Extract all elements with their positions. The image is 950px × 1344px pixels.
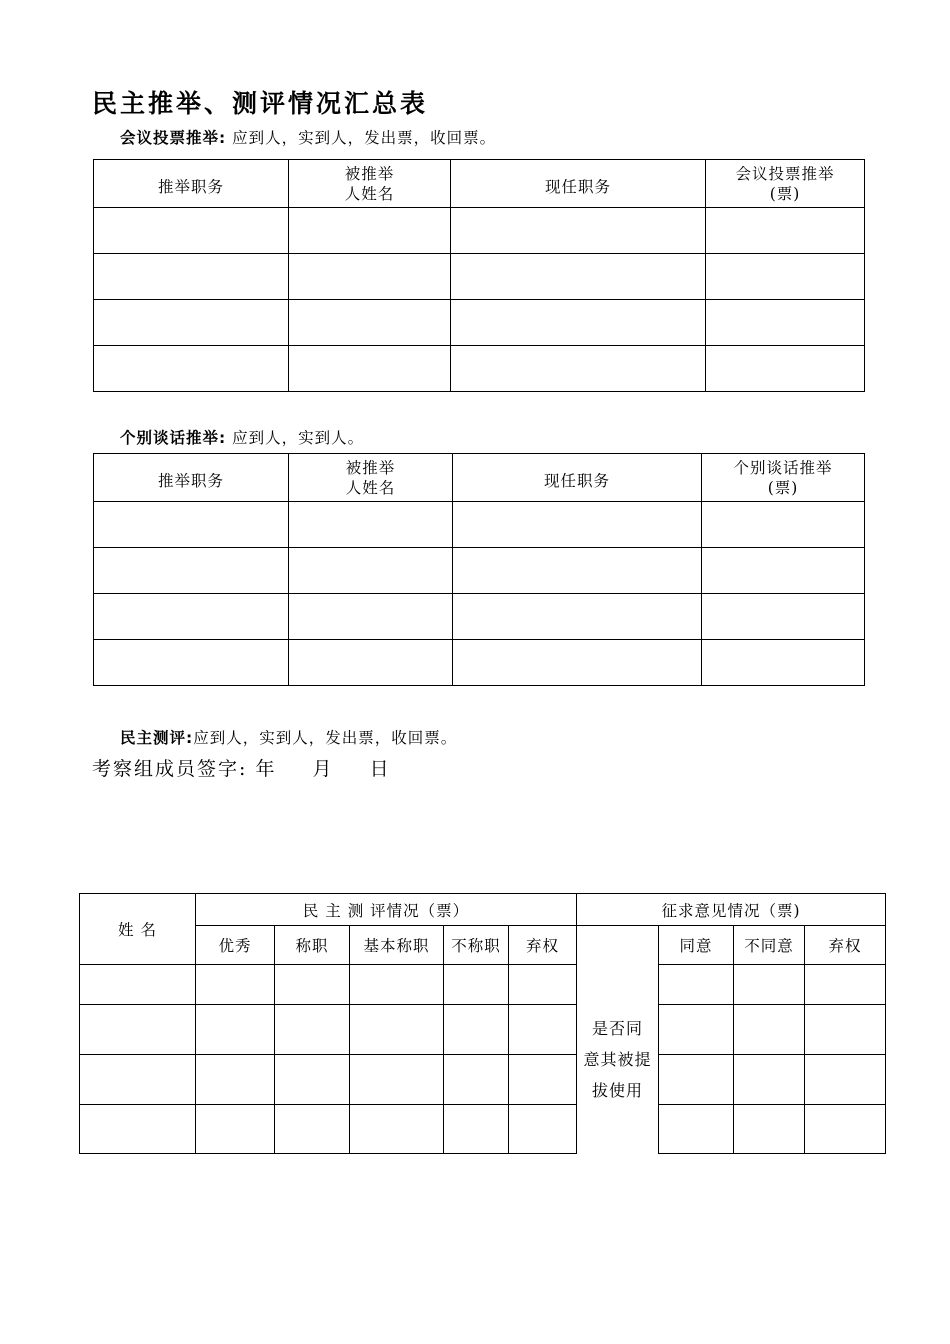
table-cell[interactable] [289, 346, 451, 392]
table-cell[interactable] [94, 300, 289, 346]
header-evaluation-group: 民 主 测 评情况（票） [196, 894, 577, 926]
table-cell[interactable] [659, 1005, 734, 1055]
table-cell[interactable] [289, 640, 453, 686]
header-agree: 同意 [659, 926, 734, 965]
header-basically-competent: 基本称职 [350, 926, 444, 965]
header-votes-line1: 个别谈话推举 [733, 458, 833, 477]
table-header-row [94, 160, 865, 208]
table-cell[interactable] [80, 1105, 196, 1154]
header-nominee-line2: 人姓名 [344, 184, 395, 203]
table-cell[interactable] [80, 965, 196, 1005]
promotion-question-cell [577, 926, 659, 1154]
table-cell[interactable] [734, 965, 805, 1005]
table-cell[interactable] [451, 254, 706, 300]
header-position: 推举职务 [94, 454, 289, 502]
table-cell[interactable] [805, 1105, 886, 1154]
table-cell[interactable] [509, 1105, 577, 1154]
header-incompetent: 不称职 [444, 926, 509, 965]
table-cell[interactable] [94, 594, 289, 640]
table-cell[interactable] [350, 1055, 444, 1105]
table-cell[interactable] [734, 1105, 805, 1154]
promotion-question-line2: 意其被提 [583, 1050, 652, 1070]
header-excellent: 优秀 [196, 926, 275, 965]
header-votes-line2: (票) [767, 478, 799, 497]
individual-talk-label: 个别谈话推举: [120, 429, 227, 447]
table-cell[interactable] [444, 965, 509, 1005]
table-cell[interactable] [451, 208, 706, 254]
table-cell[interactable] [289, 502, 453, 548]
table-row [94, 548, 865, 594]
table-row [94, 640, 865, 686]
signature-line [92, 754, 391, 781]
table-cell[interactable] [196, 965, 275, 1005]
signature-day: 日 [369, 758, 391, 780]
individual-talk-info: 应到人，实到人。 [232, 429, 365, 447]
table-cell[interactable] [350, 1005, 444, 1055]
table-row [94, 594, 865, 640]
table-cell[interactable] [706, 346, 865, 392]
table-cell[interactable] [196, 1055, 275, 1105]
evaluation-table [79, 893, 886, 1154]
meeting-vote-info: 应到人，实到人，发出票，收回票。 [232, 129, 497, 147]
header-nominee-line2: 人姓名 [345, 478, 396, 497]
table-cell[interactable] [196, 1005, 275, 1055]
header-nominee [289, 160, 451, 208]
table-row [80, 965, 886, 1005]
table-header-row [80, 894, 886, 926]
table-cell[interactable] [659, 1105, 734, 1154]
header-votes-line2: (票) [769, 184, 801, 203]
table-cell[interactable] [196, 1105, 275, 1154]
table-header-row [94, 454, 865, 502]
table-row [94, 502, 865, 548]
header-competent: 称职 [275, 926, 350, 965]
table-cell[interactable] [706, 254, 865, 300]
header-votes-line1: 会议投票推举 [735, 164, 835, 183]
table-cell[interactable] [702, 640, 865, 686]
signature-label: 考察组成员签字: [92, 758, 248, 780]
table-cell[interactable] [94, 502, 289, 548]
evaluation-line [120, 726, 457, 748]
table-cell[interactable] [453, 594, 702, 640]
table-cell[interactable] [702, 548, 865, 594]
table-cell[interactable] [509, 1005, 577, 1055]
header-abstain: 弃权 [509, 926, 577, 965]
table-cell[interactable] [702, 502, 865, 548]
promotion-question-line3: 拔使用 [592, 1081, 644, 1101]
table-row [94, 254, 865, 300]
table-cell[interactable] [706, 208, 865, 254]
table-cell[interactable] [444, 1105, 509, 1154]
table-cell[interactable] [94, 640, 289, 686]
table-cell[interactable] [734, 1055, 805, 1105]
table-cell[interactable] [94, 208, 289, 254]
table-cell[interactable] [289, 208, 451, 254]
meeting-vote-line [120, 126, 496, 148]
evaluation-info: 应到人，实到人，发出票，收回票。 [193, 729, 458, 747]
table-cell[interactable] [289, 300, 451, 346]
table-cell[interactable] [444, 1055, 509, 1105]
table-cell[interactable] [275, 1105, 350, 1154]
table-cell[interactable] [509, 1055, 577, 1105]
table-cell[interactable] [659, 965, 734, 1005]
table-row [80, 1005, 886, 1055]
evaluation-label: 民主测评: [120, 729, 194, 747]
table-cell[interactable] [706, 300, 865, 346]
table-cell[interactable] [275, 1005, 350, 1055]
table-cell[interactable] [453, 502, 702, 548]
table-cell[interactable] [702, 594, 865, 640]
header-current-position: 现任职务 [453, 454, 702, 502]
meeting-vote-label: 会议投票推举: [120, 129, 227, 147]
signature-month: 月 [312, 758, 334, 780]
table-cell[interactable] [80, 1005, 196, 1055]
individual-talk-table [93, 453, 865, 686]
individual-talk-line [120, 426, 364, 448]
header-position: 推举职务 [94, 160, 289, 208]
table-cell[interactable] [80, 1055, 196, 1105]
table-cell[interactable] [805, 1005, 886, 1055]
meeting-vote-table [93, 159, 865, 392]
header-name: 姓 名 [80, 894, 196, 965]
table-header-row [80, 926, 886, 965]
header-disagree: 不同意 [734, 926, 805, 965]
table-cell[interactable] [444, 1005, 509, 1055]
table-cell[interactable] [350, 1105, 444, 1154]
table-cell[interactable] [734, 1005, 805, 1055]
table-cell[interactable] [659, 1055, 734, 1105]
header-nominee [289, 454, 453, 502]
header-current-position: 现任职务 [451, 160, 706, 208]
table-row [94, 346, 865, 392]
table-cell[interactable] [509, 965, 577, 1005]
table-cell[interactable] [453, 640, 702, 686]
table-cell[interactable] [453, 548, 702, 594]
table-cell[interactable] [94, 548, 289, 594]
header-opinion-abstain: 弃权 [805, 926, 886, 965]
table-cell[interactable] [94, 254, 289, 300]
table-cell[interactable] [289, 548, 453, 594]
table-cell[interactable] [805, 965, 886, 1005]
table-cell[interactable] [451, 300, 706, 346]
table-cell[interactable] [94, 346, 289, 392]
signature-year: 年 [255, 758, 277, 780]
table-cell[interactable] [451, 346, 706, 392]
header-votes [702, 454, 865, 502]
header-nominee-line1: 被推举 [344, 164, 395, 183]
table-row [94, 208, 865, 254]
table-cell[interactable] [289, 594, 453, 640]
page-title: 民主推举、测评情况汇总表 [92, 89, 429, 118]
header-opinion-group: 征求意见情况（票) [577, 894, 886, 926]
table-row [94, 300, 865, 346]
table-cell[interactable] [275, 1055, 350, 1105]
promotion-question-line1: 是否同 [592, 1019, 644, 1039]
header-votes [706, 160, 865, 208]
table-row [80, 1105, 886, 1154]
header-nominee-line1: 被推举 [345, 458, 396, 477]
table-cell[interactable] [805, 1055, 886, 1105]
table-cell[interactable] [289, 254, 451, 300]
table-cell[interactable] [275, 965, 350, 1005]
table-cell[interactable] [350, 965, 444, 1005]
table-row [80, 1055, 886, 1105]
